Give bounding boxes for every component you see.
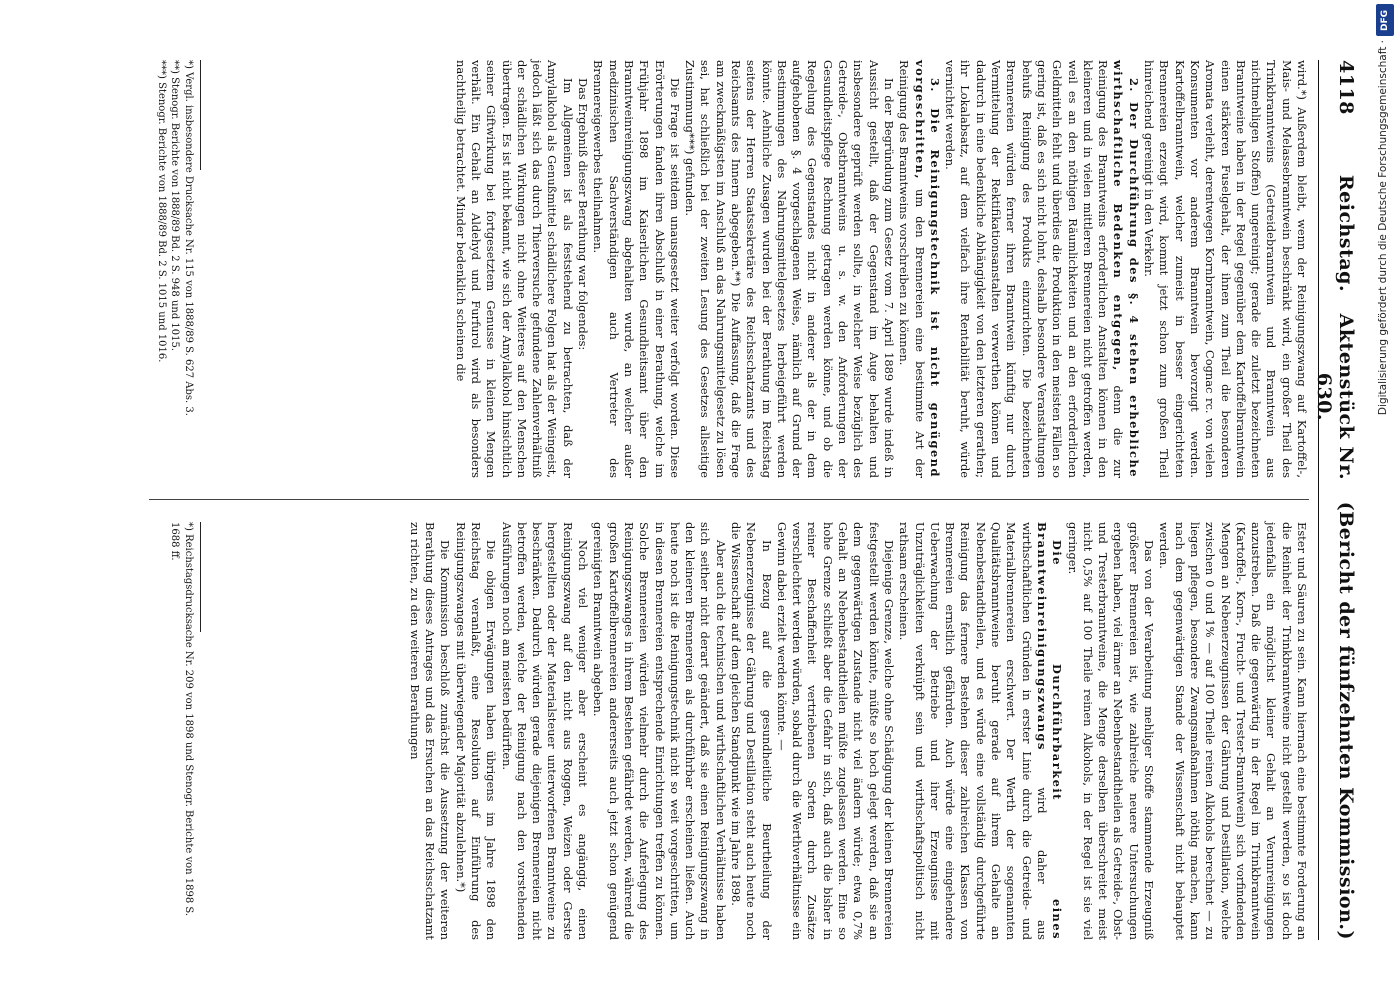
paragraph: Die obigen Erwägungen haben übrigens im Jahre 1898 den Reichstag veranlaßt, eine Resolution auf Einführung des Reinigungszwanges mit überwiegender Majorität abzulehnen.*) bbox=[453, 522, 499, 940]
paragraph-body: wird daher aus wirthschaftlichen Gründen in erster Linie durch die Getreide- und Materialbrennereien erschwert. Der Werth der sogenannten Qualitätsbranntweine beruht gerade auf ihrem Gehalte an Nebenbestandtheilen, und es würde eine vollständig durchgeführte Reinigung das fernere Bestehen dieser zahlreichen Klassen von Brennereien ernstlich gefährden. Auch würde eine eingehendere Ueberwachung der Betriebe und ihrer Erzeugnisse mit Unzuträglichkeiten verknüpft sein und wirthschaftspolitisch nicht rathsam erscheinen. bbox=[897, 522, 1049, 941]
paragraph-lead: Die Durchführbarkeit eines Branntweinreinigungszwangs bbox=[1034, 522, 1065, 940]
paragraph: Aber auch die technischen und wirthschaftlichen Verhältnisse haben sich seither nicht derart geändert, daß sie einen Reinigungszwang in den kleineren Brennereien als durchführbar erscheinen ließen. Auch heute noch ist die Reinigungstechnik nicht so weit vorgeschritten, um in diesen Brennereien entsprechende Einrichtungen treffen zu können. Solche Brennereien würden vielmehr durch die Auferlegung des Reinigungszwanges in ihrem Bestehen gefährdet werden, während die großen Kartoffelbrennereien andererseits auch jetzt schon genügend gereinigten Branntwein abgeben. bbox=[591, 522, 728, 940]
footnote: *) Vergl. insbesondere Drucksache Nr. 115 von 1888/89 S. 627 Abs. 3. bbox=[183, 60, 194, 416]
footnote: **) Stenogr. Berichte von 1888/89 Bd. 2 S. 948 und 1015. bbox=[169, 60, 181, 352]
paragraph: In Bezug auf die gesundheitliche Beurtheilung der Nebenerzeugnisse der Gährung und Destillation steht auch heute noch die Wissenschaft auf dem gleichen Standpunkt wie im Jahre 1898. bbox=[729, 522, 774, 940]
paragraph: Ester und Säuren zu sein. Kann hiernach eine bestimmte Forderung an die Reinheit der Trinkbranntweine nicht gestellt werden, so ist doch jedenfalls ein möglichst kleiner Gehalt an Verunreinigungen anzustreben. Daß die gegenwärtig in der Regel im Trinkbranntwein (Kartoffel-, Korn-, Frucht- und Trester-Branntwein) sich vorfindenden Mengen an Nebenerzeugnissen der Gährung und Destillation, welche zwischen 0 und 1% — auf 100 Theile reinen Alkohols berechnet — zu liegen pflegen, besondere Zwangsmaßnahmen nöthig machen, kann nach dem gegenwärtigen Stande der Wissenschaft nicht behauptet werden. bbox=[1157, 522, 1309, 940]
left-column bbox=[452, 60, 1309, 478]
footnote-rule bbox=[200, 60, 201, 170]
header-rule bbox=[1318, 60, 1319, 940]
footnotes-left bbox=[155, 60, 196, 478]
paragraph bbox=[896, 60, 942, 478]
paragraph: Die Kommission beschloß zunächst die Aussetzung der weiteren Berathung dieses Antrages und das Ersuchen an das Reichsschatzamt zu richten, zu den weiteren Berathungen bbox=[407, 522, 453, 940]
footnotes-right bbox=[168, 522, 195, 940]
paragraph: Im Allgemeinen ist als feststehend zu betrachten, daß der Amylalkohol als Genußmittel schädlichere Folgen hat als der Weingeist, jedoch läßt sich das durch Thierversuche gefundene Zahlenverhältniß der schädlichen Wirkungen nicht ohne Weiteres auf den Menschen übertragen. Es ist nicht bekannt, wie sich der Amylalkohol hinsichtlich seiner Giftwirkung bei fortgesetztem Genusse in kleinen Mengen verhält. Ein Gehalt an Aldehyd und Furfurol wird als besonders nachtheilig betrachtet. Minder bedenklich scheinen die bbox=[453, 60, 575, 478]
paragraph-lead: 2. Der Durchführung des §. 4 stehen erhebliche wirthschaftliche Bedenken entgegen, bbox=[1111, 60, 1141, 478]
right-column bbox=[406, 522, 1309, 940]
paragraph: Die Frage ist seitdem unausgesetzt weiter verfolgt worden. Diese Erörterungen fanden ihren Abschluß in einer Berathung, welche im Frühjahr 1898 im Kaiserlichen Gesundheitsamt über den Branntweinreinigungszwang abgehalten wurde, an welcher außer medizinischen Sachverständigen auch Vertreter des Brennereigewerbes theilnahmen. bbox=[591, 60, 682, 478]
paragraph bbox=[896, 522, 1064, 940]
credit-text: Digitalisierung gefördert durch die Deutsche Forschungsgemeinschaft · bbox=[1377, 40, 1389, 416]
column-divider bbox=[149, 499, 1309, 500]
header-center: Aktenstück Nr. 630. bbox=[1313, 313, 1357, 481]
header-right: (Bericht der fünfzehnten Kommission.) bbox=[1335, 501, 1357, 940]
footnote: ***) Stenogr. Berichte von 1888/89 Bd. 2 S. 1015 und 1016. bbox=[156, 60, 167, 363]
paragraph: Diejenige Grenze, welche ohne Schädigung der kleinen Brennereien festgestellt werden könnte, müßte so hoch gelegt werden, daß sie an dem gegenwärtigen Zustande nicht viel ändern würde; etwa 0,7% Gehalt an Nebenbestandtheilen müßte zugelassen werden. Eine so hohe Grenze schließt aber die Gefahr in sich, daß auch die bisher in reiner Beschaffenheit vertriebenen Sorten durch Zusätze verschlechtert werden würden, sobald durch die Werthverhältnisse ein Gewinn dabei erzielt werden könnte. — bbox=[774, 522, 896, 940]
paragraph bbox=[942, 60, 1141, 478]
paragraph: Das Ergebniß dieser Berathung war folgendes: bbox=[576, 78, 591, 351]
running-head bbox=[1313, 60, 1357, 940]
footnote-rule bbox=[200, 522, 201, 632]
page-number: 4118 bbox=[1335, 60, 1357, 115]
header-left: Reichstag. bbox=[1335, 174, 1357, 293]
paragraph: wird.*) Außerdem bleibt, wenn der Reinigungszwang auf Kartoffel-, Mais- und Melassebranntwein beschränkt wird, ein großer Theil des Trinkbranntweins (Getreidebranntwein und Branntwein aus nichtmehligen Stoffen) ungereinigt; gerade die zuletzt bezeichneten Branntweine haben in der Regel gegenüber dem Kartoffelbranntwein einen stärkeren Fuselgehalt, der ihnen zum Theil die besonderen Aromata verleiht, derentwegen Kornbranntwein, Cognac rc. von vielen Konsumenten vor anderem Branntwein bevorzugt werden. Kartoffelbranntwein, welcher zumeist in besser eingerichteten Brennereien erzeugt wird, kommt jetzt schon zum großen Theil hinreichend gereinigt in den Verkehr. bbox=[1142, 60, 1309, 478]
paragraph-lead: 3. Die Reinigungstechnik ist nicht genügend vorgeschritten, bbox=[912, 60, 942, 478]
paragraph: Noch viel weniger aber erscheint es angängig, einen Reinigungszwang auf den nicht aus Roggen, Weizen oder Gerste hergestellten oder der Materialsteuer unterworfenen Branntweine zu beschränken. Dadurch würden gerade diejenigen Brennereien nicht betroffen werden, welche der Reinigung nach den vorstehenden Ausführungen noch am meisten bedürften. bbox=[499, 522, 591, 940]
footnote: *) Reichstagsdrucksache Nr. 209 von 1898 und Stenogr. Berichte von 1898 S. 1688 ff. bbox=[169, 522, 194, 917]
digitization-credit bbox=[1377, 40, 1393, 720]
dfg-logo-icon: DFG bbox=[1376, 4, 1394, 36]
paragraph-body: denn die zur Reinigung des Branntweins erforderlichen Anstalten können in den kleineren und in vielen mittleren Brennereien nicht getroffen werden, weil es an den nöthigen Räumlichkeiten und an den erforderlichen Geldmitteln fehlt und überdies die Produktion in den meisten Fällen so gering ist, daß es sich nicht lohnt, deshalb besondere Veranstaltungen behufs Reinigung des Produkts einzurichten. Die bezeichneten Brennereien würden ferner ihren Branntwein künftig nur durch Vermittelung der Rektifikationsanstalten verwerthen können und dadurch in eine bedenkliche Abhängigkeit von den letzteren gerathen; ihr Lokalabsatz, auf dem vielfach ihre Rentabilität beruht, würde vernichtet werden. bbox=[943, 60, 1126, 478]
paragraph: In der Begründung zum Gesetz vom 7. April 1889 wurde indeß in Aussicht gestellt, daß der Gegenstand im Auge behalten und insbesondere geprüft werden sollte, in welcher Weise bezüglich des Getreide-, Obstbranntweins u. s. w. den Anforderungen der Gesundheitspflege Rechnung getragen werden könne, und ob die Regelung des Gegenstandes nicht in anderer als der in dem aufgehobenen §. 4 vorgeschlagenen Weise, nämlich auf Grund der Bestimmungen des Nahrungsmittelgesetzes herbeigeführt werden könnte. Aehnliche Zusagen wurden bei der Berathung im Reichstag seitens der Herren Staatssekretäre des Reichsschatzamts und des Reichsamts des Innern abgegeben.**) Die Auffassung, daß die Frage am zweckmäßigsten im Anschluß an das Nahrungsmittelgesetz zu lösen sei, hat schließlich bei der zweiten Lesung des Gesetzes allseitige Zustimmung***) gefunden. bbox=[683, 60, 896, 478]
paragraph: Das von der Verarbeitung mehliger Stoffe stammende Erzeugniß größerer Brennereien ist, wie zahlreiche neuere Untersuchungen ergeben haben, viel ärmer an Nebenbestandtheilen als Getreide-, Obst- und Tresterbranntweine, die Menge derselben überschreitet meist nicht 0,5% auf 100 Theile reinen Alkohols, in der Regel ist sie viel geringer. bbox=[1065, 522, 1157, 940]
paragraph-body: um den Brennereien eine bestimmte Art der Reinigung des Branntweins vorschreiben zu können. bbox=[897, 60, 927, 479]
